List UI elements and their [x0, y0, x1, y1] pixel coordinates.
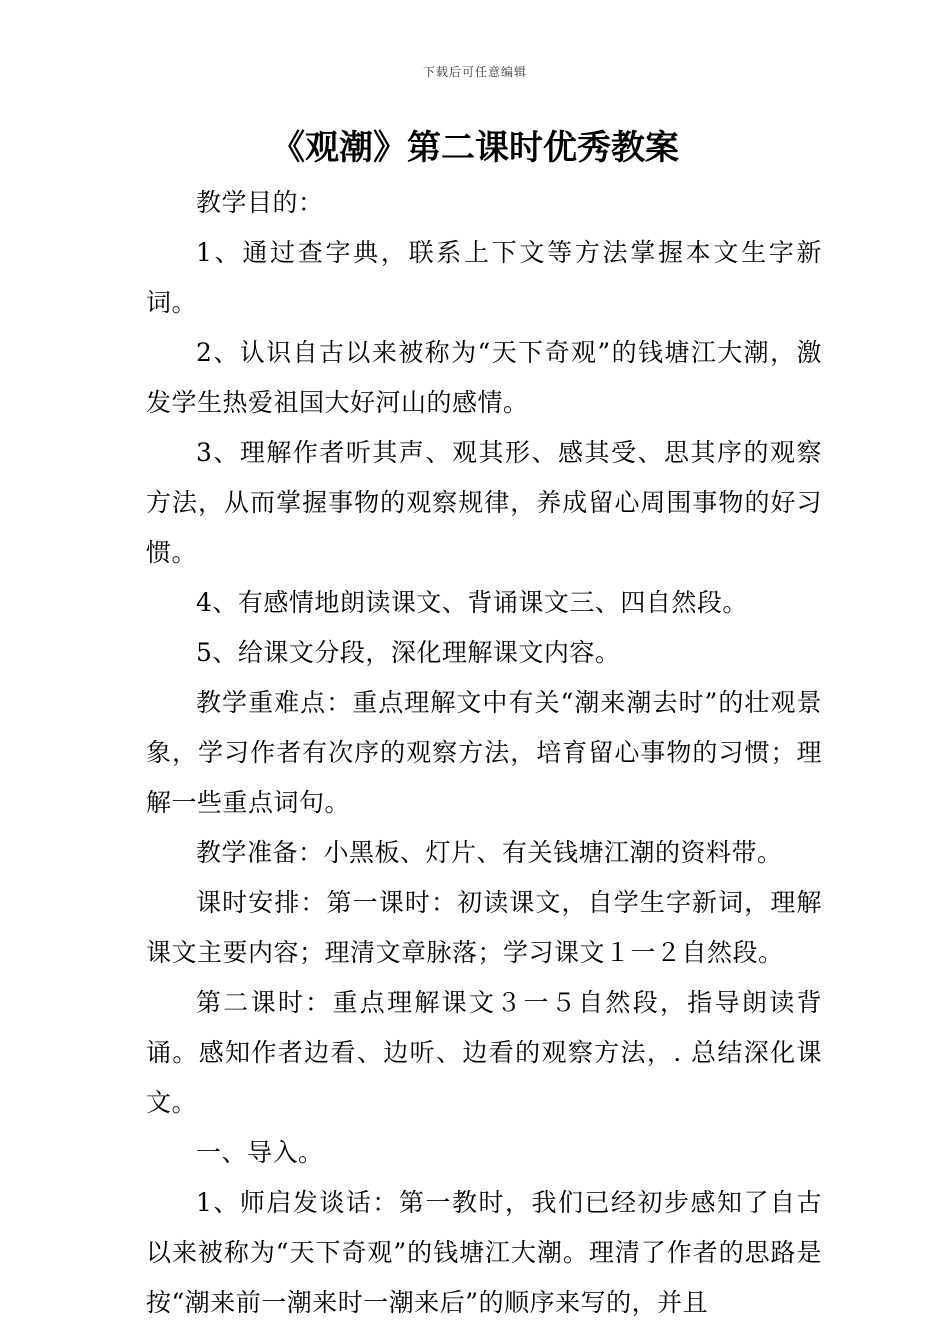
- paragraph: 4、有感情地朗读课文、背诵课文三、四自然段。: [196, 588, 748, 617]
- paragraph: 教学目的：: [196, 188, 324, 217]
- paragraph: 3、理解作者听其声、观其形、感其受、思其序的观察方法，从而掌握事物的观察规律，养成留心周围事物的好习惯。: [146, 438, 822, 567]
- paragraph: 第二课时：重点理解课文３一５自然段，指导朗读背诵。感知作者边看、边听、边看的观察方法，. 总结深化课文。: [146, 988, 822, 1117]
- document-body: [146, 178, 822, 1328]
- document-title: 《观潮》第二课时优秀教案: [271, 128, 679, 168]
- paragraph: 1、师启发谈话：第一教时，我们已经初步感知了自古以来被称为“天下奇观”的钱塘江大潮。理清了作者的思路是按“潮来前一潮来时一潮来后”的顺序来写的，并且: [146, 1188, 822, 1317]
- paragraph: 教学准备：小黑板、灯片、有关钱塘江潮的资料带。: [196, 838, 783, 867]
- header-note: 下载后可任意编辑: [422, 65, 527, 79]
- paragraph: 5、给课文分段，深化理解课文内容。: [196, 638, 621, 667]
- paragraph: 教学重难点：重点理解文中有关“潮来潮去时”的壮观景象，学习作者有次序的观察方法，培育留心事物的习惯；理解一些重点词句。: [146, 688, 822, 817]
- paragraph: 1、通过查字典，联系上下文等方法掌握本文生字新词。: [146, 238, 822, 317]
- paragraph: 一、导入。: [196, 1138, 324, 1167]
- paragraph: 课时安排：第一课时：初读课文，自学生字新词，理解课文主要内容；理清文章脉落；学习课文１一２自然段。: [146, 888, 822, 967]
- paragraph: 2、认识自古以来被称为“天下奇观”的钱塘江大潮，激发学生热爱祖国大好河山的感情。: [146, 338, 822, 417]
